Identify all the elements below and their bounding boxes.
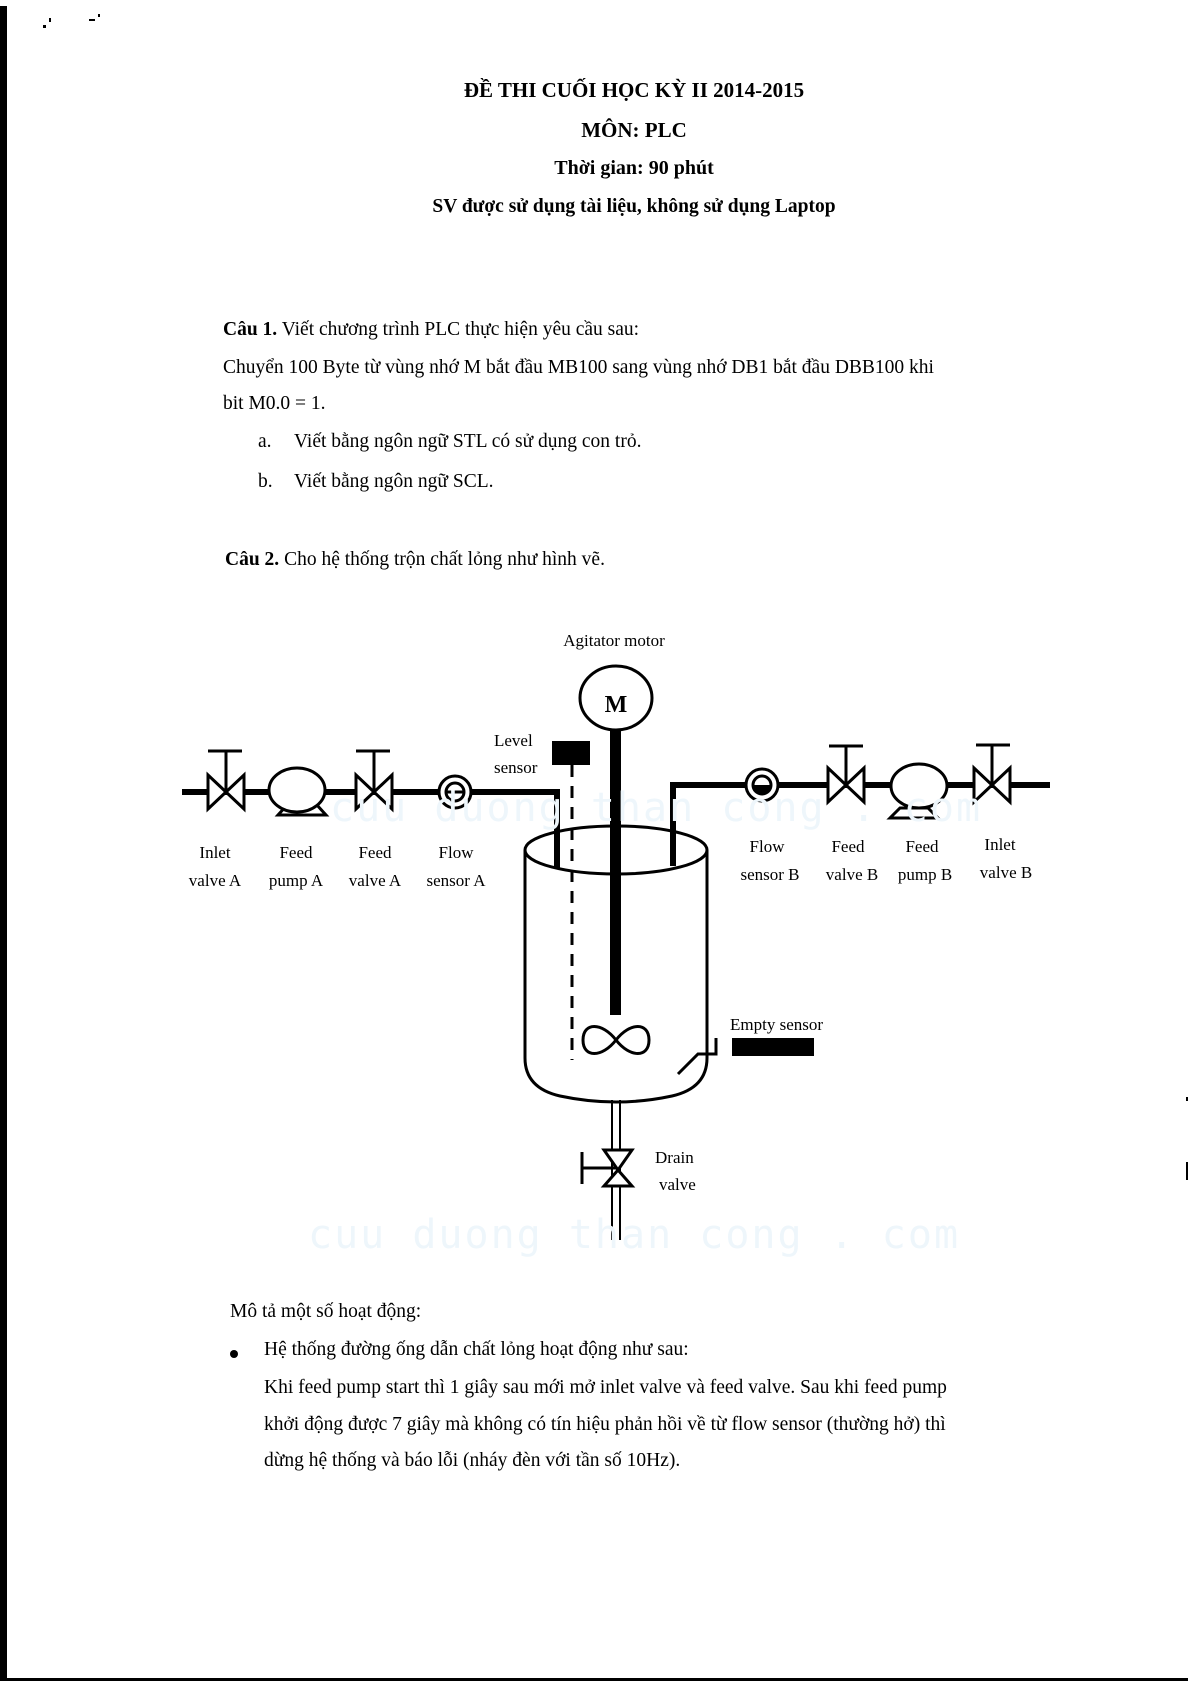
agitator-impeller — [583, 1027, 649, 1054]
watermark: cuu duong than cong . com — [330, 785, 983, 831]
question2-prompt: Cho hệ thống trộn chất lỏng như hình vẽ. — [279, 549, 605, 570]
inlet-valve-a — [208, 751, 244, 809]
item-marker: b. — [258, 471, 273, 492]
exam-duration: Thời gian: 90 phút — [554, 157, 714, 179]
inlet-valve-a-label-line1: Inlet — [199, 843, 231, 862]
drain-valve — [582, 1150, 632, 1186]
drain-valve-label-line1: Drain — [655, 1148, 694, 1167]
question1-heading — [223, 320, 639, 340]
question1-item-a — [258, 431, 642, 452]
description-line: Khi feed pump start thì 1 giây sau mới mở inlet valve và feed valve. Sau khi feed pump — [264, 1377, 947, 1398]
subject-title: MÔN: PLC — [581, 118, 687, 142]
inlet-valve-a-label-line2: valve A — [188, 871, 242, 890]
flow-sensor-b-label-line1: Flow — [749, 837, 785, 856]
feed-valve-a — [356, 751, 392, 809]
mixing-system-diagram — [0, 600, 1188, 1250]
flow-sensor-b — [746, 769, 778, 801]
question1-body-line2: bit M0.0 = 1. — [223, 393, 326, 414]
agitator-motor-label: Agitator motor — [563, 631, 665, 650]
scan-speck — [89, 19, 95, 21]
empty-sensor-label: Empty sensor — [730, 1015, 824, 1034]
item-text: Viết bằng ngôn ngữ SCL. — [294, 471, 494, 492]
item-marker: a. — [258, 431, 272, 452]
exam-rules: SV được sử dụng tài liệu, không sử dụng Laptop — [432, 196, 836, 217]
inlet-valve-b-label-line2: valve B — [979, 863, 1033, 882]
question2-heading — [225, 550, 605, 570]
question1-body-line1: Chuyển 100 Byte từ vùng nhớ M bắt đầu MB100 sang vùng nhớ DB1 bắt đầu DBB100 khi — [223, 357, 934, 378]
level-sensor — [552, 741, 590, 765]
item-text: Viết bằng ngôn ngữ STL có sử dụng con trỏ. — [294, 431, 642, 452]
feed-pump-b — [890, 764, 947, 818]
feed-valve-b-label-line1: Feed — [831, 837, 865, 856]
description-bullet: Hệ thống đường ống dẫn chất lỏng hoạt động như sau: — [264, 1339, 689, 1360]
motor-symbol: M — [604, 692, 628, 718]
level-sensor-label-line2: sensor — [494, 758, 538, 777]
question2-label: Câu 2. — [225, 549, 280, 570]
agitator-motor — [580, 666, 652, 730]
flow-sensor-a-label-line1: Flow — [438, 843, 474, 862]
question1-prompt: Viết chương trình PLC thực hiện yêu cầu sau: — [277, 319, 640, 340]
feed-pump-a-label-line1: Feed — [279, 843, 313, 862]
feed-pump-b-label-line2: pump B — [897, 865, 953, 884]
exam-title: ĐỀ THI CUỐI HỌC KỲ II 2014-2015 — [463, 78, 805, 102]
feed-pump-b-label-line1: Feed — [905, 837, 939, 856]
inlet-valve-b-label-line1: Inlet — [984, 835, 1016, 854]
level-sensor-label-line1: Level — [494, 731, 533, 750]
empty-sensor-probe — [678, 1038, 716, 1074]
feed-valve-b-label-line2: valve B — [825, 865, 879, 884]
empty-sensor — [732, 1038, 814, 1056]
watermark: cuu duong than cong . com — [308, 1212, 961, 1258]
description-line: khởi động được 7 giây mà không có tín hiệu phản hồi về từ flow sensor (thường hở) thì — [264, 1414, 946, 1435]
description-line: dừng hệ thống và báo lỗi (nháy đèn với tần số 10Hz). — [264, 1450, 681, 1471]
bullet-icon — [230, 1350, 238, 1358]
scan-speck — [49, 18, 51, 22]
flow-sensor-a — [439, 776, 471, 808]
question1-item-b — [258, 471, 494, 492]
flow-sensor-a-label-line2: sensor A — [426, 871, 486, 890]
feed-valve-b — [828, 746, 864, 802]
feed-valve-a-label-line1: Feed — [358, 843, 392, 862]
scan-speck — [98, 14, 100, 17]
inlet-valve-b — [974, 745, 1010, 802]
feed-valve-a-label-line2: valve A — [348, 871, 402, 890]
question1-label: Câu 1. — [223, 319, 278, 340]
feed-pump-a — [269, 768, 326, 815]
flow-sensor-b-label-line2: sensor B — [740, 865, 800, 884]
description-heading: Mô tả một số hoạt động: — [230, 1301, 422, 1322]
agitator-shaft — [610, 729, 621, 1015]
scan-speck — [43, 25, 46, 28]
drain-valve-label-line2: valve — [659, 1175, 696, 1194]
feed-pump-a-label-line2: pump A — [268, 871, 324, 890]
